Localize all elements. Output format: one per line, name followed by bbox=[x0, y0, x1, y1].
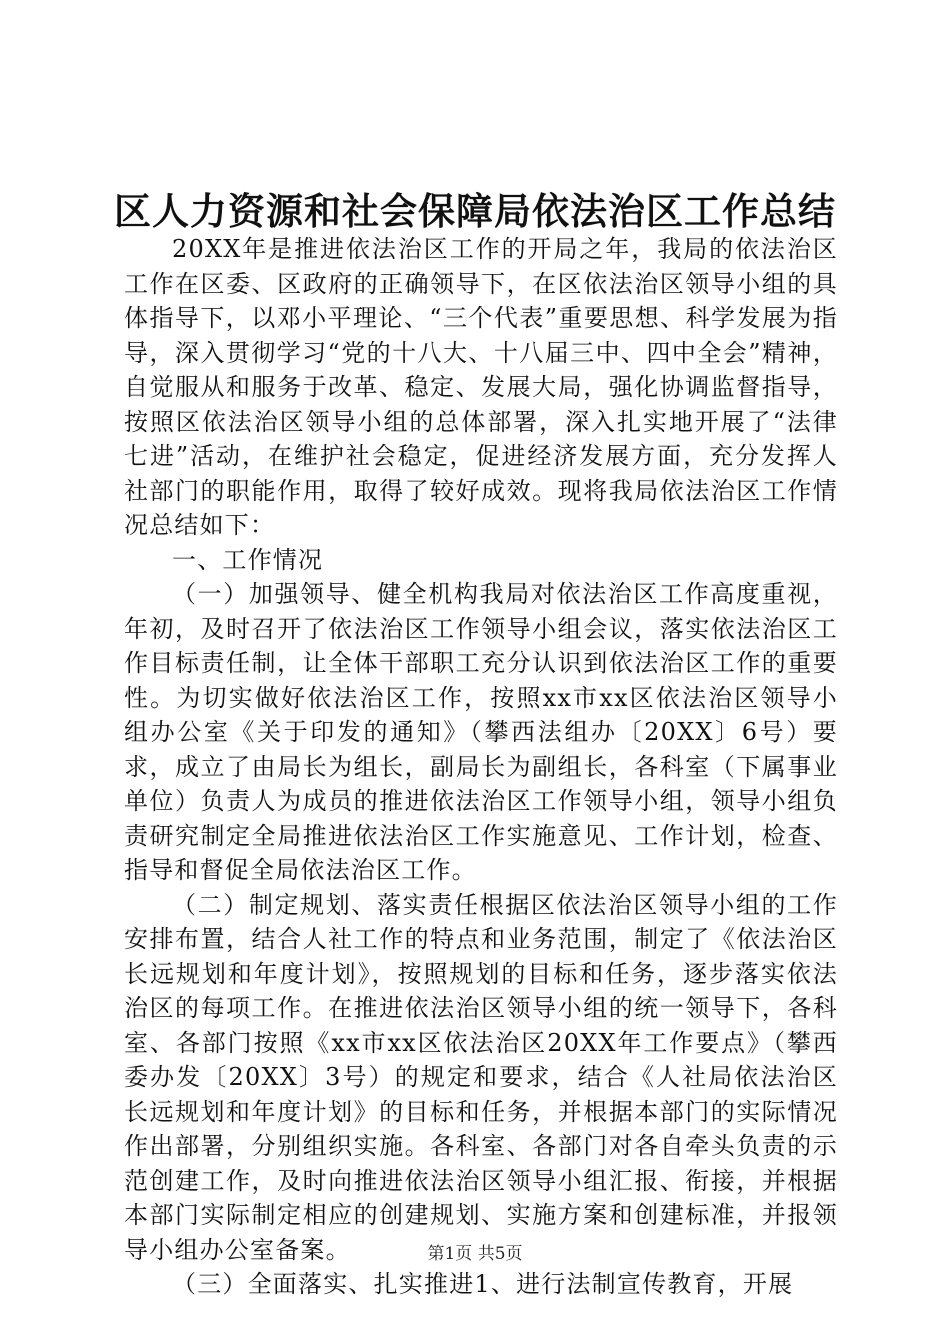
document-title: 区人力资源和社会保障局依法治区工作总结 bbox=[114, 189, 836, 233]
paragraph-section-2: （二）制定规划、落实责任根据区依法治区领导小组的工作安排布置，结合人社工作的特点和业务范围，制定了《依法治区长远规划和年度计划》，按照规划的目标和任务，逐步落实依法治区的每项工作。在推进依法治区领导小组的统一领导下，各科室、各部门按照《xx市xx区依法治区20XX年工作要点》（攀西委办发〔20XX〕3号）的规定和要求，结合《人社局依法治区长远规划和年度计划》的目标和任务，并根据本部门的实际情况作出部署，分别组织实施。各科室、各部门对各自牵头负责的示范创建工作，及时向推进依法治区领导小组汇报、衔接，并根据本部门实际制定相应的创建规划、实施方案和创建标准，并报领导小组办公室备案。 bbox=[124, 890, 838, 1264]
paragraph-section-1: （一）加强领导、健全机构我局对依法治区工作高度重视，年初，及时召开了依法治区工作领导小组会议，落实依法治区工作目标责任制，让全体干部职工充分认识到依法治区工作的重要性。为切实做好依法治区工作，按照xx市xx区依法治区领导小组办公室《关于印发的通知》（攀西法组办〔20XX〕6号）要求，成立了由局长为组长，副局长为副组长，各科室（下属事业单位）负责人为成员的推进依法治区工作领导小组，领导小组负责研究制定全局推进依法治区工作实施意见、工作计划，检查、指导和督促全局依法治区工作。 bbox=[124, 580, 838, 884]
paragraph-intro: 20XX年是推进依法治区工作的开局之年，我局的依法治区工作在区委、区政府的正确领导下，在区依法治区领导小组的具体指导下，以邓小平理论、“三个代表”重要思想、科学发展为指导，深入贯彻学习“党的十八大、十八届三中、四中全会”精神，自觉服从和服务于改革、稳定、发展大局，强化协调监督指导，按照区依法治区领导小组的总体部署，深入扎实地开展了“法律七进”活动，在维护社会稳定，促进经济发展方面，充分发挥人社部门的职能作用，取得了较好成效。现将我局依法治区工作情况总结如下： bbox=[124, 235, 838, 539]
document-body bbox=[124, 232, 838, 1302]
section-heading-work-situation: 一、工作情况 bbox=[172, 545, 324, 574]
paragraph-section-3: （三）全面落实、扎实推进1、进行法制宣传教育，开展 bbox=[172, 1270, 794, 1298]
page-number-footer: 第1页 共5页 bbox=[427, 1244, 523, 1264]
